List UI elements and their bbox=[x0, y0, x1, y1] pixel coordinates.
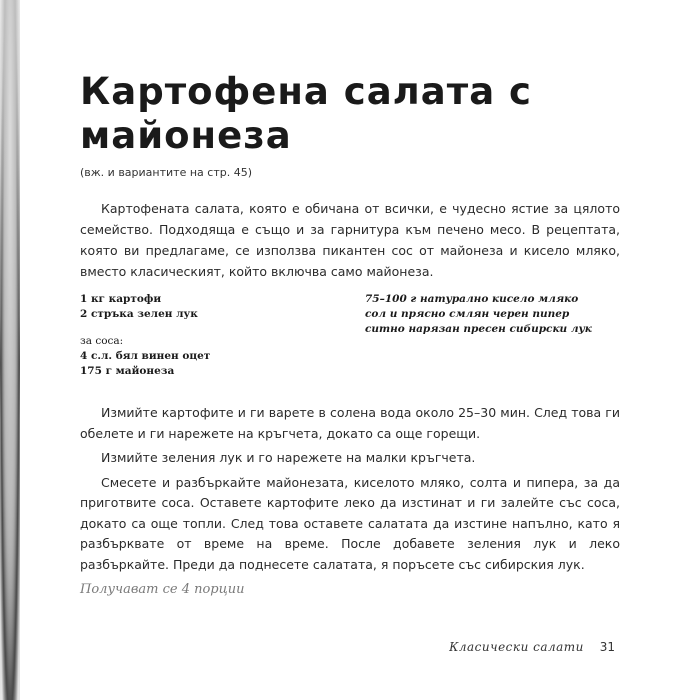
ingredient-item: 4 с.л. бял винен оцет bbox=[80, 350, 211, 362]
method-step: Смесете и разбъркайте майонезата, киселото мляко, солта и пипера, за да приготвите соса. Оставете картофите леко да изстинат и ги залейте със соса, докато са още топли. След това оставете салатата да изстине напълно, като я разбърквате от време на време. После добавете зеления лук и леко разбъркайте. Преди да поднесете салатата, я поръсете със сибирския лук. bbox=[80, 474, 620, 572]
ingredient-item: сол и прясно смлян черен пипер bbox=[365, 308, 570, 320]
ingredient-item: ситно нарязан пресен сибирски лук bbox=[365, 323, 592, 335]
recipe-intro: Картофената салата, която е обичана от всички, е чудесно ястие за цялото семейство. Подходяща е също и за гарнитура към печено месо. В рецептата, която ви предлагаме, се използва пикантен сос от майонеза и кисело мляко, вместо класическият, който включва само майонеза. bbox=[80, 201, 620, 279]
method-step: Измийте картофите и ги варете в солена вода около 25–30 мин. След това ги обелете и ги нарежете на кръгчета, докато са още горещи. bbox=[80, 405, 620, 441]
servings-note: Получават се 4 порции bbox=[80, 582, 245, 597]
method-steps bbox=[80, 403, 620, 579]
sauce-label: за соса: bbox=[80, 335, 124, 347]
method-step: Измийте зеления лук и го нарежете на малки кръгчета. bbox=[101, 450, 476, 465]
variants-reference: (вж. и вариантите на стр. 45) bbox=[80, 166, 252, 179]
ingredient-item: 1 кг картофи bbox=[80, 293, 162, 305]
ingredient-item: 75–100 г натурално кисело мляко bbox=[365, 293, 579, 305]
page-footer bbox=[449, 640, 615, 654]
ingredient-item: 2 стръка зелен лук bbox=[80, 308, 198, 320]
recipe-title: Картофена салата с майонеза bbox=[80, 70, 532, 157]
section-name: Класически салати bbox=[449, 640, 584, 654]
ingredient-item: 175 г майонеза bbox=[80, 365, 175, 377]
ingredients-right-column bbox=[365, 292, 625, 337]
ingredients-left-column bbox=[80, 292, 340, 379]
page-number: 31 bbox=[599, 640, 615, 654]
